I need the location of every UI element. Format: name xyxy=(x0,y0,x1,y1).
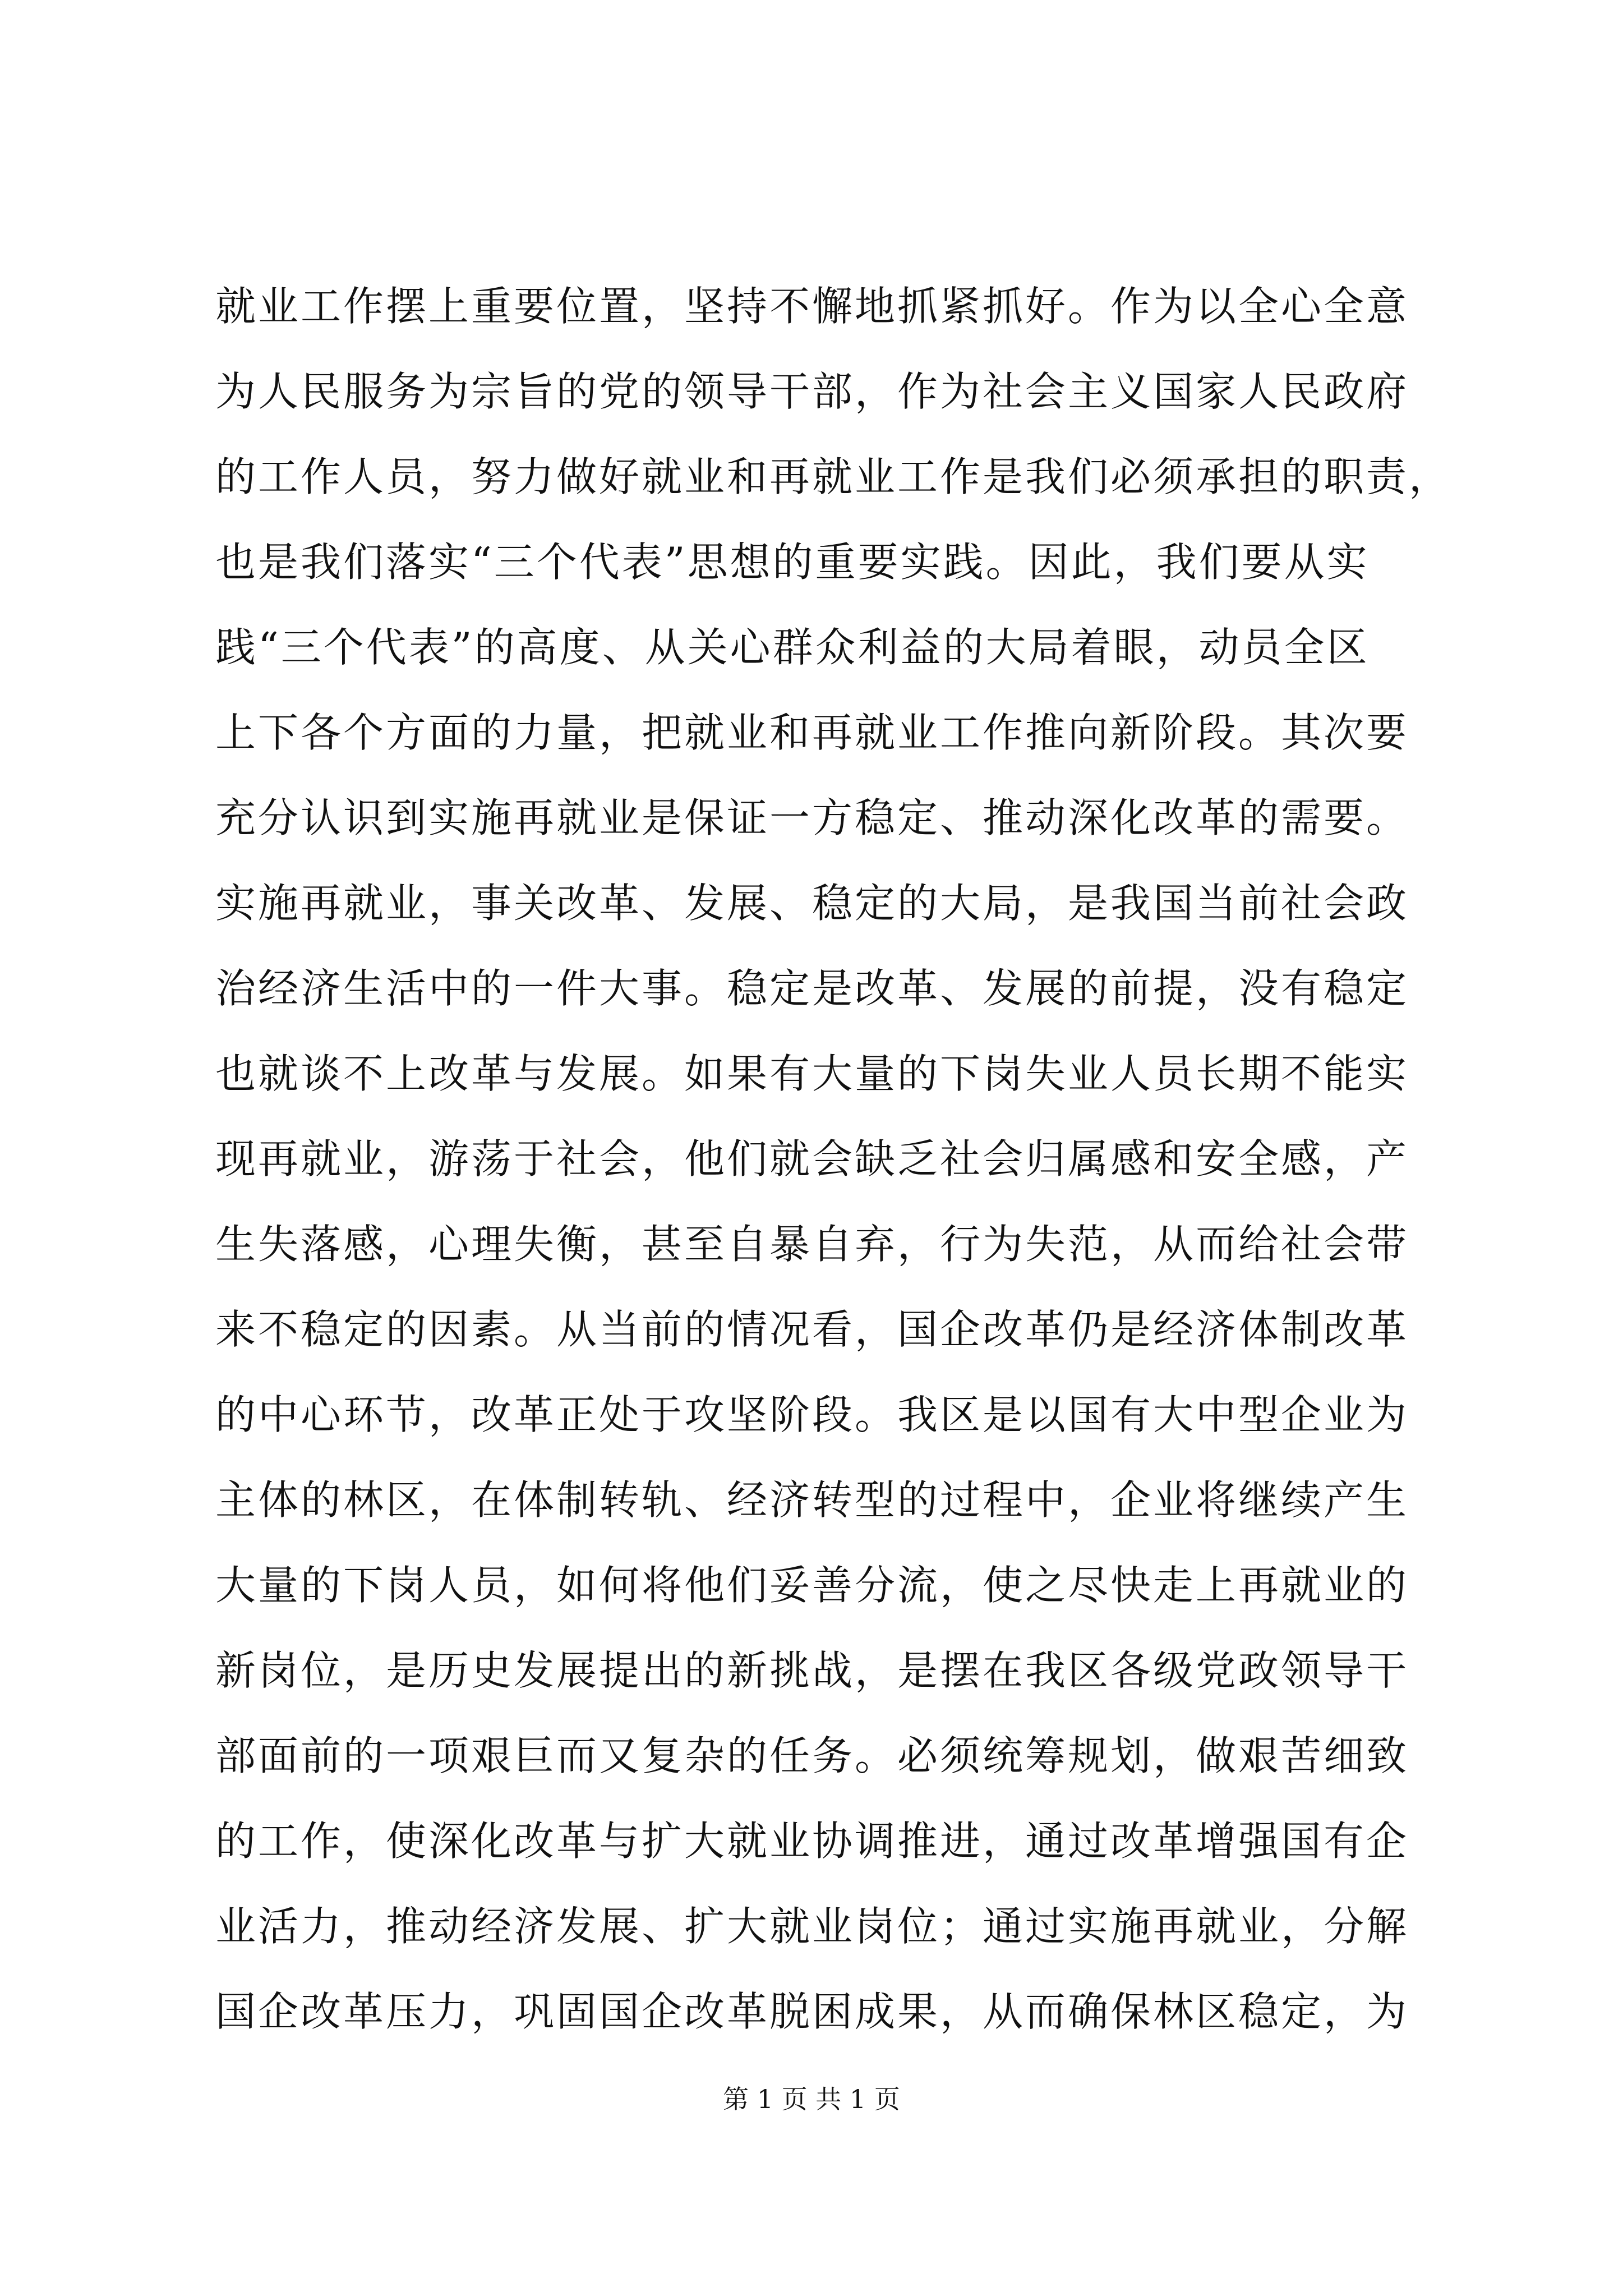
text-line: 上下各个方面的力量，把就业和再就业工作推向新阶段。其次要 xyxy=(215,709,1409,756)
text-line: 就业工作摆上重要位置，坚持不懈地抓紧抓好。作为以全心全意 xyxy=(215,283,1409,330)
text-line: 现再就业，游荡于社会，他们就会缺乏社会归属感和安全感，产 xyxy=(215,1135,1409,1182)
text-line: 主体的林区，在体制转轨、经济转型的过程中，企业将继续产生 xyxy=(215,1476,1409,1524)
text-line: 的工作人员，努力做好就业和再就业工作是我们必须承担的职责， xyxy=(215,453,1452,500)
text-line: 部面前的一项艰巨而又复杂的任务。必须统筹规划，做艰苦细致 xyxy=(215,1732,1409,1779)
text-line: 业活力，推动经济发展、扩大就业岗位；通过实施再就业，分解 xyxy=(215,1903,1409,1950)
text-line: 充分认识到实施再就业是保证一方稳定、推动深化改革的需要。 xyxy=(215,794,1409,841)
text-line: 大量的下岗人员，如何将他们妥善分流，使之尽快走上再就业的 xyxy=(215,1562,1409,1609)
text-line: 治经济生活中的一件大事。稳定是改革、发展的前提，没有稳定 xyxy=(215,965,1409,1012)
page-footer: 第 1 页 共 1 页 xyxy=(723,2084,900,2114)
text-line: 来不稳定的因素。从当前的情况看，国企改革仍是经济体制改革 xyxy=(215,1306,1409,1353)
text-line: 实施再就业，事关改革、发展、稳定的大局，是我国当前社会政 xyxy=(215,880,1409,927)
text-line: 生失落感，心理失衡，甚至自暴自弃，行为失范，从而给社会带 xyxy=(215,1221,1409,1268)
text-line: 为人民服务为宗旨的党的领导干部，作为社会主义国家人民政府 xyxy=(215,368,1409,415)
text-line: 也是我们落实“三个代表”思想的重要实践。因此，我们要从实 xyxy=(215,539,1370,586)
text-line: 新岗位，是历史发展提出的新挑战，是摆在我区各级党政领导干 xyxy=(215,1647,1409,1694)
text-line: 也就谈不上改革与发展。如果有大量的下岗失业人员长期不能实 xyxy=(215,1050,1409,1097)
text-line: 践“三个代表”的高度、从关心群众利益的大局着眼，动员全区 xyxy=(215,624,1370,671)
body-text xyxy=(215,264,1483,2054)
text-line: 的中心环节，改革正处于攻坚阶段。我区是以国有大中型企业为 xyxy=(215,1391,1409,1438)
text-line: 的工作，使深化改革与扩大就业协调推进，通过改革增强国有企 xyxy=(215,1818,1409,1865)
text-line: 国企改革压力，巩固国企改革脱困成果，从而确保林区稳定，为 xyxy=(215,1988,1409,2035)
